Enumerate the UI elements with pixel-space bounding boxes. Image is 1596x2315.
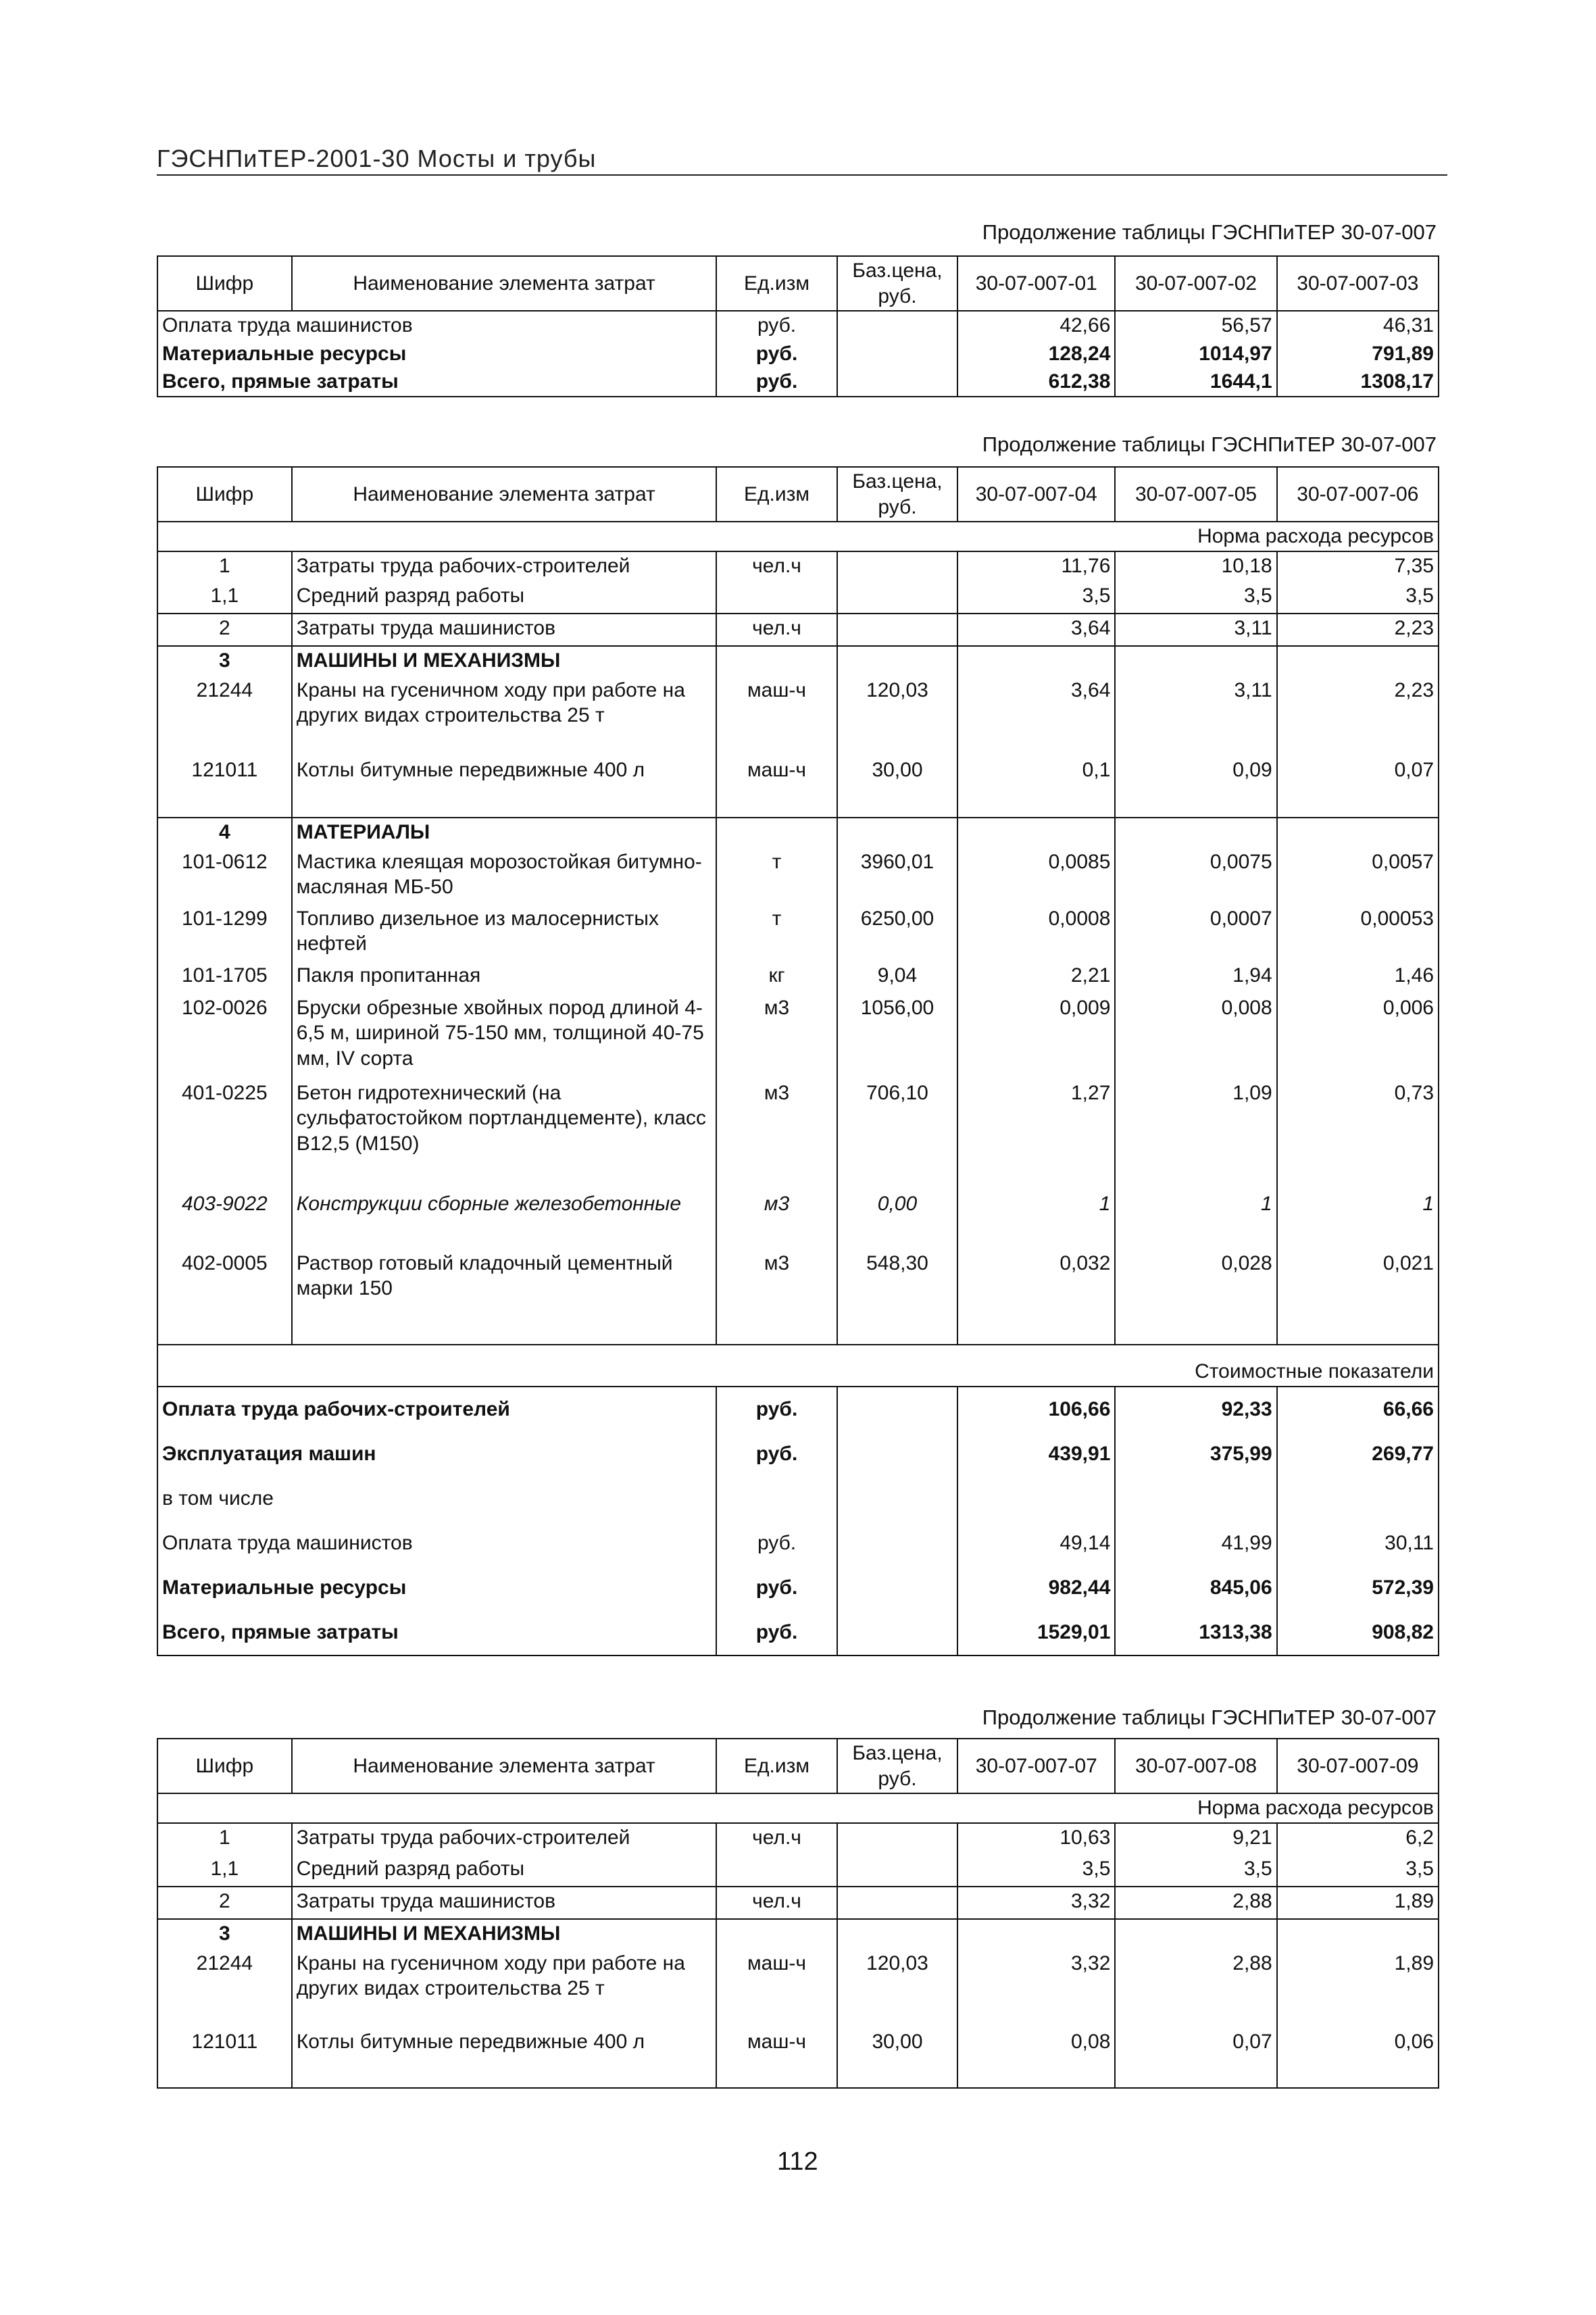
table-row	[157, 311, 1439, 340]
row-price	[837, 646, 957, 676]
row-unit	[716, 1855, 837, 1887]
row-value: 2,88	[1115, 1887, 1276, 1919]
table-row	[157, 1919, 1439, 1949]
table1-header-row	[157, 256, 1439, 311]
row-value: 1	[1115, 1190, 1276, 1249]
row-name: Топливо дизельное из малосернистых нефтей	[292, 905, 717, 962]
row-unit	[716, 1919, 837, 1949]
row-name: Затраты труда рабочих-строителей	[292, 1823, 717, 1855]
col-price-header: Баз.цена, руб.	[837, 256, 957, 311]
row-value: 0,006	[1382, 996, 1434, 1019]
row-value	[1277, 646, 1439, 676]
row-name: Средний разряд работы	[292, 1855, 717, 1887]
row-value: 0,009	[957, 994, 1115, 1079]
cost-name: Оплата труда машинистов	[157, 1521, 716, 1566]
row-unit: т	[716, 848, 837, 905]
row-unit	[716, 646, 837, 676]
table3	[157, 1738, 1439, 2089]
cost-price	[837, 1521, 957, 1566]
cost-value: 375,99	[1115, 1432, 1276, 1476]
cost-label-row	[157, 1345, 1439, 1387]
row-unit: маш-ч	[716, 676, 837, 756]
col-header-3: 30-07-007-03	[1277, 256, 1439, 311]
cost-value	[1115, 1476, 1276, 1521]
row-unit: руб.	[716, 368, 837, 397]
row-price	[837, 818, 957, 848]
row-code: 101-1705	[157, 962, 292, 994]
row-value: 1,09	[1115, 1079, 1276, 1190]
row-name: Материальные ресурсы	[157, 340, 716, 368]
row-value	[957, 1919, 1115, 1949]
row-price	[837, 614, 957, 646]
norm-label: Норма расхода ресурсов	[157, 1793, 1439, 1823]
row-code: 101-1299	[157, 905, 292, 962]
cost-name: Материальные ресурсы	[157, 1566, 716, 1610]
row-unit: т	[716, 905, 837, 962]
row-name: Котлы битумные передвижные 400 л	[292, 756, 717, 818]
row-unit: чел.ч	[716, 1887, 837, 1919]
cost-value: 572,39	[1372, 1576, 1434, 1599]
table-row	[157, 614, 1439, 646]
row-code: 121011	[157, 2028, 292, 2088]
row-code: 21244	[157, 1949, 292, 2028]
cost-unit	[716, 1476, 837, 1521]
cost-value: 845,06	[1115, 1566, 1276, 1610]
col-header-2: 30-07-007-08	[1115, 1739, 1276, 1793]
row-unit: чел.ч	[716, 614, 837, 646]
row-value: 1	[957, 1190, 1115, 1249]
row-value: 3,5	[957, 582, 1115, 614]
row-value: 612,38	[957, 368, 1115, 397]
row-value: 128,24	[957, 340, 1115, 368]
row-price: 30,00	[837, 2028, 957, 2088]
row-value: 2,21	[957, 962, 1115, 994]
row-unit: м3	[716, 994, 837, 1079]
row-price: 548,30	[837, 1249, 957, 1345]
row-code: 2	[157, 614, 292, 646]
row-name: Затраты труда машинистов	[292, 614, 717, 646]
row-price	[837, 1823, 957, 1855]
cost-value: 92,33	[1115, 1387, 1276, 1432]
row-value: 0,73	[1394, 1081, 1434, 1104]
row-unit: руб.	[716, 311, 837, 340]
row-code: 403-9022	[157, 1190, 292, 1249]
row-value: 11,76	[957, 551, 1115, 582]
cost-value	[1277, 1476, 1439, 1521]
cost-value: 908,82	[1372, 1620, 1434, 1643]
row-value: 0,0007	[1115, 905, 1276, 962]
cost-price	[837, 1387, 957, 1432]
row-value: 6,2	[1405, 1826, 1434, 1849]
table-row	[157, 1949, 1439, 2028]
table3-header-row	[157, 1739, 1439, 1793]
row-code: 402-0005	[157, 1249, 292, 1345]
cost-value: 106,66	[957, 1387, 1115, 1432]
page-number: 112	[777, 2147, 818, 2176]
row-value: 0,0008	[957, 905, 1115, 962]
table-row	[157, 756, 1439, 818]
row-unit: маш-ч	[716, 1949, 837, 2028]
row-name: Затраты труда машинистов	[292, 1887, 717, 1919]
row-value: 1,94	[1115, 962, 1276, 994]
row-value: 0,08	[957, 2028, 1115, 2088]
row-value: 0,021	[1382, 1251, 1434, 1274]
row-value: 1644,1	[1115, 368, 1276, 397]
row-price	[837, 368, 957, 397]
table-row	[157, 1855, 1439, 1887]
row-price	[837, 1887, 957, 1919]
row-code: 3	[157, 646, 292, 676]
row-value: 0,00053	[1360, 907, 1434, 930]
row-value: 3,32	[957, 1949, 1115, 2028]
cost-row	[157, 1476, 1439, 1521]
row-value	[1115, 1919, 1276, 1949]
row-price: 1056,00	[837, 994, 957, 1079]
row-unit: м3	[716, 1079, 837, 1190]
col-code-header: Шифр	[157, 1739, 292, 1793]
row-name: МАШИНЫ И МЕХАНИЗМЫ	[292, 1919, 717, 1949]
row-price	[837, 340, 957, 368]
row-value	[1115, 646, 1276, 676]
cost-value: 30,11	[1385, 1531, 1434, 1554]
table-row	[157, 1249, 1439, 1345]
row-value: 3,5	[1115, 582, 1276, 614]
table-row	[157, 818, 1439, 848]
row-unit: руб.	[716, 340, 837, 368]
row-value: 0,032	[957, 1249, 1115, 1345]
row-unit: чел.ч	[716, 551, 837, 582]
table1	[157, 255, 1439, 397]
row-name: Мастика клеящая морозостойкая битумно-масляная МБ-50	[292, 848, 717, 905]
row-value	[1277, 1919, 1439, 1949]
row-unit: маш-ч	[716, 756, 837, 818]
row-value: 10,18	[1115, 551, 1276, 582]
table2-caption: Продолжение таблицы ГЭСНПиТЕР 30-07-007	[982, 432, 1437, 456]
row-name: Затраты труда рабочих-строителей	[292, 551, 717, 582]
cost-row	[157, 1521, 1439, 1566]
cost-row	[157, 1566, 1439, 1610]
cost-value: 66,66	[1277, 1387, 1439, 1432]
row-value: 3,32	[957, 1887, 1115, 1919]
row-price: 6250,00	[837, 905, 957, 962]
row-value: 1,27	[957, 1079, 1115, 1190]
table-row	[157, 1190, 1439, 1249]
row-code: 2	[157, 1887, 292, 1919]
cost-value: 49,14	[957, 1521, 1115, 1566]
row-name: Котлы битумные передвижные 400 л	[292, 2028, 717, 2088]
cost-unit: руб.	[716, 1521, 837, 1566]
col-header-1: 30-07-007-07	[957, 1739, 1115, 1793]
row-price	[837, 311, 957, 340]
row-value: 0,0085	[957, 848, 1115, 905]
row-value: 7,35	[1394, 554, 1434, 577]
cost-label: Стоимостные показатели	[157, 1345, 1439, 1387]
col-name-header: Наименование элемента затрат	[292, 1739, 717, 1793]
col-name-header: Наименование элемента затрат	[292, 256, 717, 311]
row-name: Бетон гидротехнический (на сульфатостойком портландцементе), класс В12,5 (М150)	[292, 1079, 717, 1190]
row-price: 9,04	[837, 962, 957, 994]
norm-row	[157, 522, 1439, 551]
row-unit: кг	[716, 962, 837, 994]
table-row	[157, 1887, 1439, 1919]
table-row	[157, 368, 1439, 397]
row-code: 121011	[157, 756, 292, 818]
col-header-2: 30-07-007-02	[1115, 256, 1276, 311]
row-value: 0,07	[1394, 758, 1434, 781]
cost-value	[957, 1476, 1115, 1521]
row-name: Краны на гусеничном ходу при работе на других видах строительства 25 т	[292, 676, 717, 756]
row-value: 3,5	[957, 1855, 1115, 1887]
row-value	[957, 818, 1115, 848]
table-row	[157, 646, 1439, 676]
row-name: Бруски обрезные хвойных пород длиной 4-6,5 м, шириной 75-150 мм, толщиной 40-75 мм, IV сорта	[292, 994, 717, 1079]
col-header-2: 30-07-007-05	[1115, 467, 1276, 522]
row-name: Краны на гусеничном ходу при работе на других видах строительства 25 т	[292, 1949, 717, 2028]
col-price-header: Баз.цена, руб.	[837, 1739, 957, 1793]
row-value	[1277, 818, 1439, 848]
row-value: 0,0075	[1115, 848, 1276, 905]
cost-name: Эксплуатация машин	[157, 1432, 716, 1476]
row-value: 0,06	[1394, 2030, 1434, 2053]
row-price: 120,03	[837, 676, 957, 756]
row-code: 1,1	[157, 1855, 292, 1887]
cost-price	[837, 1566, 957, 1610]
cost-name: Всего, прямые затраты	[157, 1610, 716, 1656]
table2	[157, 466, 1439, 1656]
col-header-1: 30-07-007-04	[957, 467, 1115, 522]
norm-row	[157, 1793, 1439, 1823]
table-row	[157, 962, 1439, 994]
table-row	[157, 994, 1439, 1079]
cost-price	[837, 1432, 957, 1476]
col-header-1: 30-07-007-01	[957, 256, 1115, 311]
row-unit: чел.ч	[716, 1823, 837, 1855]
row-code: 21244	[157, 676, 292, 756]
cost-price	[837, 1610, 957, 1656]
row-value: 0,09	[1115, 756, 1276, 818]
row-code: 1,1	[157, 582, 292, 614]
cost-price	[837, 1476, 957, 1521]
row-name: МАШИНЫ И МЕХАНИЗМЫ	[292, 646, 717, 676]
row-value: 1014,97	[1115, 340, 1276, 368]
cost-unit: руб.	[716, 1610, 837, 1656]
row-unit: маш-ч	[716, 2028, 837, 2088]
table-row	[157, 848, 1439, 905]
row-value: 46,31	[1382, 314, 1434, 337]
row-value: 3,5	[1405, 1857, 1434, 1880]
table-row	[157, 2028, 1439, 2088]
row-value: 10,63	[957, 1823, 1115, 1855]
row-value: 42,66	[957, 311, 1115, 340]
cost-name: Оплата труда рабочих-строителей	[157, 1387, 716, 1432]
table2-header-row	[157, 467, 1439, 522]
row-unit	[716, 818, 837, 848]
row-value: 1,89	[1394, 1951, 1434, 1974]
row-value: 2,23	[1277, 614, 1439, 646]
row-value: 0,07	[1115, 2028, 1276, 2088]
col-header-3: 30-07-007-06	[1277, 467, 1439, 522]
table-row	[157, 905, 1439, 962]
row-value: 2,23	[1394, 678, 1434, 701]
row-value: 0,008	[1115, 994, 1276, 1079]
row-value: 0,0057	[1372, 850, 1434, 873]
col-header-3: 30-07-007-09	[1277, 1739, 1439, 1793]
cost-name: в том числе	[157, 1476, 716, 1521]
row-price: 120,03	[837, 1949, 957, 2028]
row-name: Раствор готовый кладочный цементный марки 150	[292, 1249, 717, 1345]
row-value: 3,5	[1405, 584, 1434, 607]
row-value: 3,5	[1115, 1855, 1276, 1887]
row-code: 4	[157, 818, 292, 848]
cost-value: 439,91	[957, 1432, 1115, 1476]
cost-row	[157, 1432, 1439, 1476]
row-name: Всего, прямые затраты	[157, 368, 716, 397]
page-header: ГЭСНПиТЕР-2001-30 Мосты и трубы	[157, 145, 1447, 176]
row-price	[837, 582, 957, 614]
row-price	[837, 551, 957, 582]
cost-row	[157, 1610, 1439, 1656]
table-row	[157, 1823, 1439, 1855]
row-code: 102-0026	[157, 994, 292, 1079]
row-code: 401-0225	[157, 1079, 292, 1190]
row-value	[1115, 818, 1276, 848]
col-unit-header: Ед.изм	[716, 467, 837, 522]
table3-caption: Продолжение таблицы ГЭСНПиТЕР 30-07-007	[982, 1706, 1437, 1729]
table-row	[157, 582, 1439, 614]
cost-unit: руб.	[716, 1566, 837, 1610]
row-value: 3,11	[1115, 614, 1276, 646]
row-value: 1308,17	[1360, 370, 1434, 393]
row-name: Конструкции сборные железобетонные	[292, 1190, 717, 1249]
cost-row	[157, 1387, 1439, 1432]
row-name: МАТЕРИАЛЫ	[292, 818, 717, 848]
row-price: 0,00	[837, 1190, 957, 1249]
norm-label: Норма расхода ресурсов	[157, 522, 1439, 551]
table-row	[157, 340, 1439, 368]
table1-caption: Продолжение таблицы ГЭСНПиТЕР 30-07-007	[982, 220, 1437, 244]
col-unit-header: Ед.изм	[716, 256, 837, 311]
col-price-header: Баз.цена, руб.	[837, 467, 957, 522]
cost-value: 982,44	[957, 1566, 1115, 1610]
row-value	[957, 646, 1115, 676]
col-code-header: Шифр	[157, 467, 292, 522]
row-value: 3,64	[957, 614, 1115, 646]
table-row	[157, 551, 1439, 582]
table-row	[157, 676, 1439, 756]
cost-unit: руб.	[716, 1387, 837, 1432]
row-value: 1,89	[1277, 1887, 1439, 1919]
row-code: 101-0612	[157, 848, 292, 905]
row-unit: м3	[716, 1190, 837, 1249]
row-price	[837, 1855, 957, 1887]
row-price: 3960,01	[837, 848, 957, 905]
col-code-header: Шифр	[157, 256, 292, 311]
cost-value: 41,99	[1115, 1521, 1276, 1566]
row-value: 3,11	[1115, 676, 1276, 756]
row-value: 56,57	[1115, 311, 1276, 340]
row-name: Пакля пропитанная	[292, 962, 717, 994]
row-unit	[716, 582, 837, 614]
row-value: 0,1	[957, 756, 1115, 818]
row-value: 2,88	[1115, 1949, 1276, 2028]
row-unit: м3	[716, 1249, 837, 1345]
cost-value: 1313,38	[1115, 1610, 1276, 1656]
cost-unit: руб.	[716, 1432, 837, 1476]
row-value: 9,21	[1115, 1823, 1276, 1855]
row-code: 1	[157, 551, 292, 582]
cost-value: 1529,01	[957, 1610, 1115, 1656]
row-code: 1	[157, 1823, 292, 1855]
col-name-header: Наименование элемента затрат	[292, 467, 717, 522]
row-value: 0,028	[1115, 1249, 1276, 1345]
row-value: 1,46	[1394, 964, 1434, 987]
row-price: 706,10	[837, 1079, 957, 1190]
row-value: 791,89	[1372, 342, 1434, 365]
row-name: Оплата труда машинистов	[157, 311, 716, 340]
row-value: 3,64	[957, 676, 1115, 756]
row-value: 1	[1422, 1192, 1434, 1215]
row-price: 30,00	[837, 756, 957, 818]
cost-value: 269,77	[1372, 1442, 1434, 1465]
row-code: 3	[157, 1919, 292, 1949]
row-price	[837, 1919, 957, 1949]
table-row	[157, 1079, 1439, 1190]
col-unit-header: Ед.изм	[716, 1739, 837, 1793]
row-name: Средний разряд работы	[292, 582, 717, 614]
